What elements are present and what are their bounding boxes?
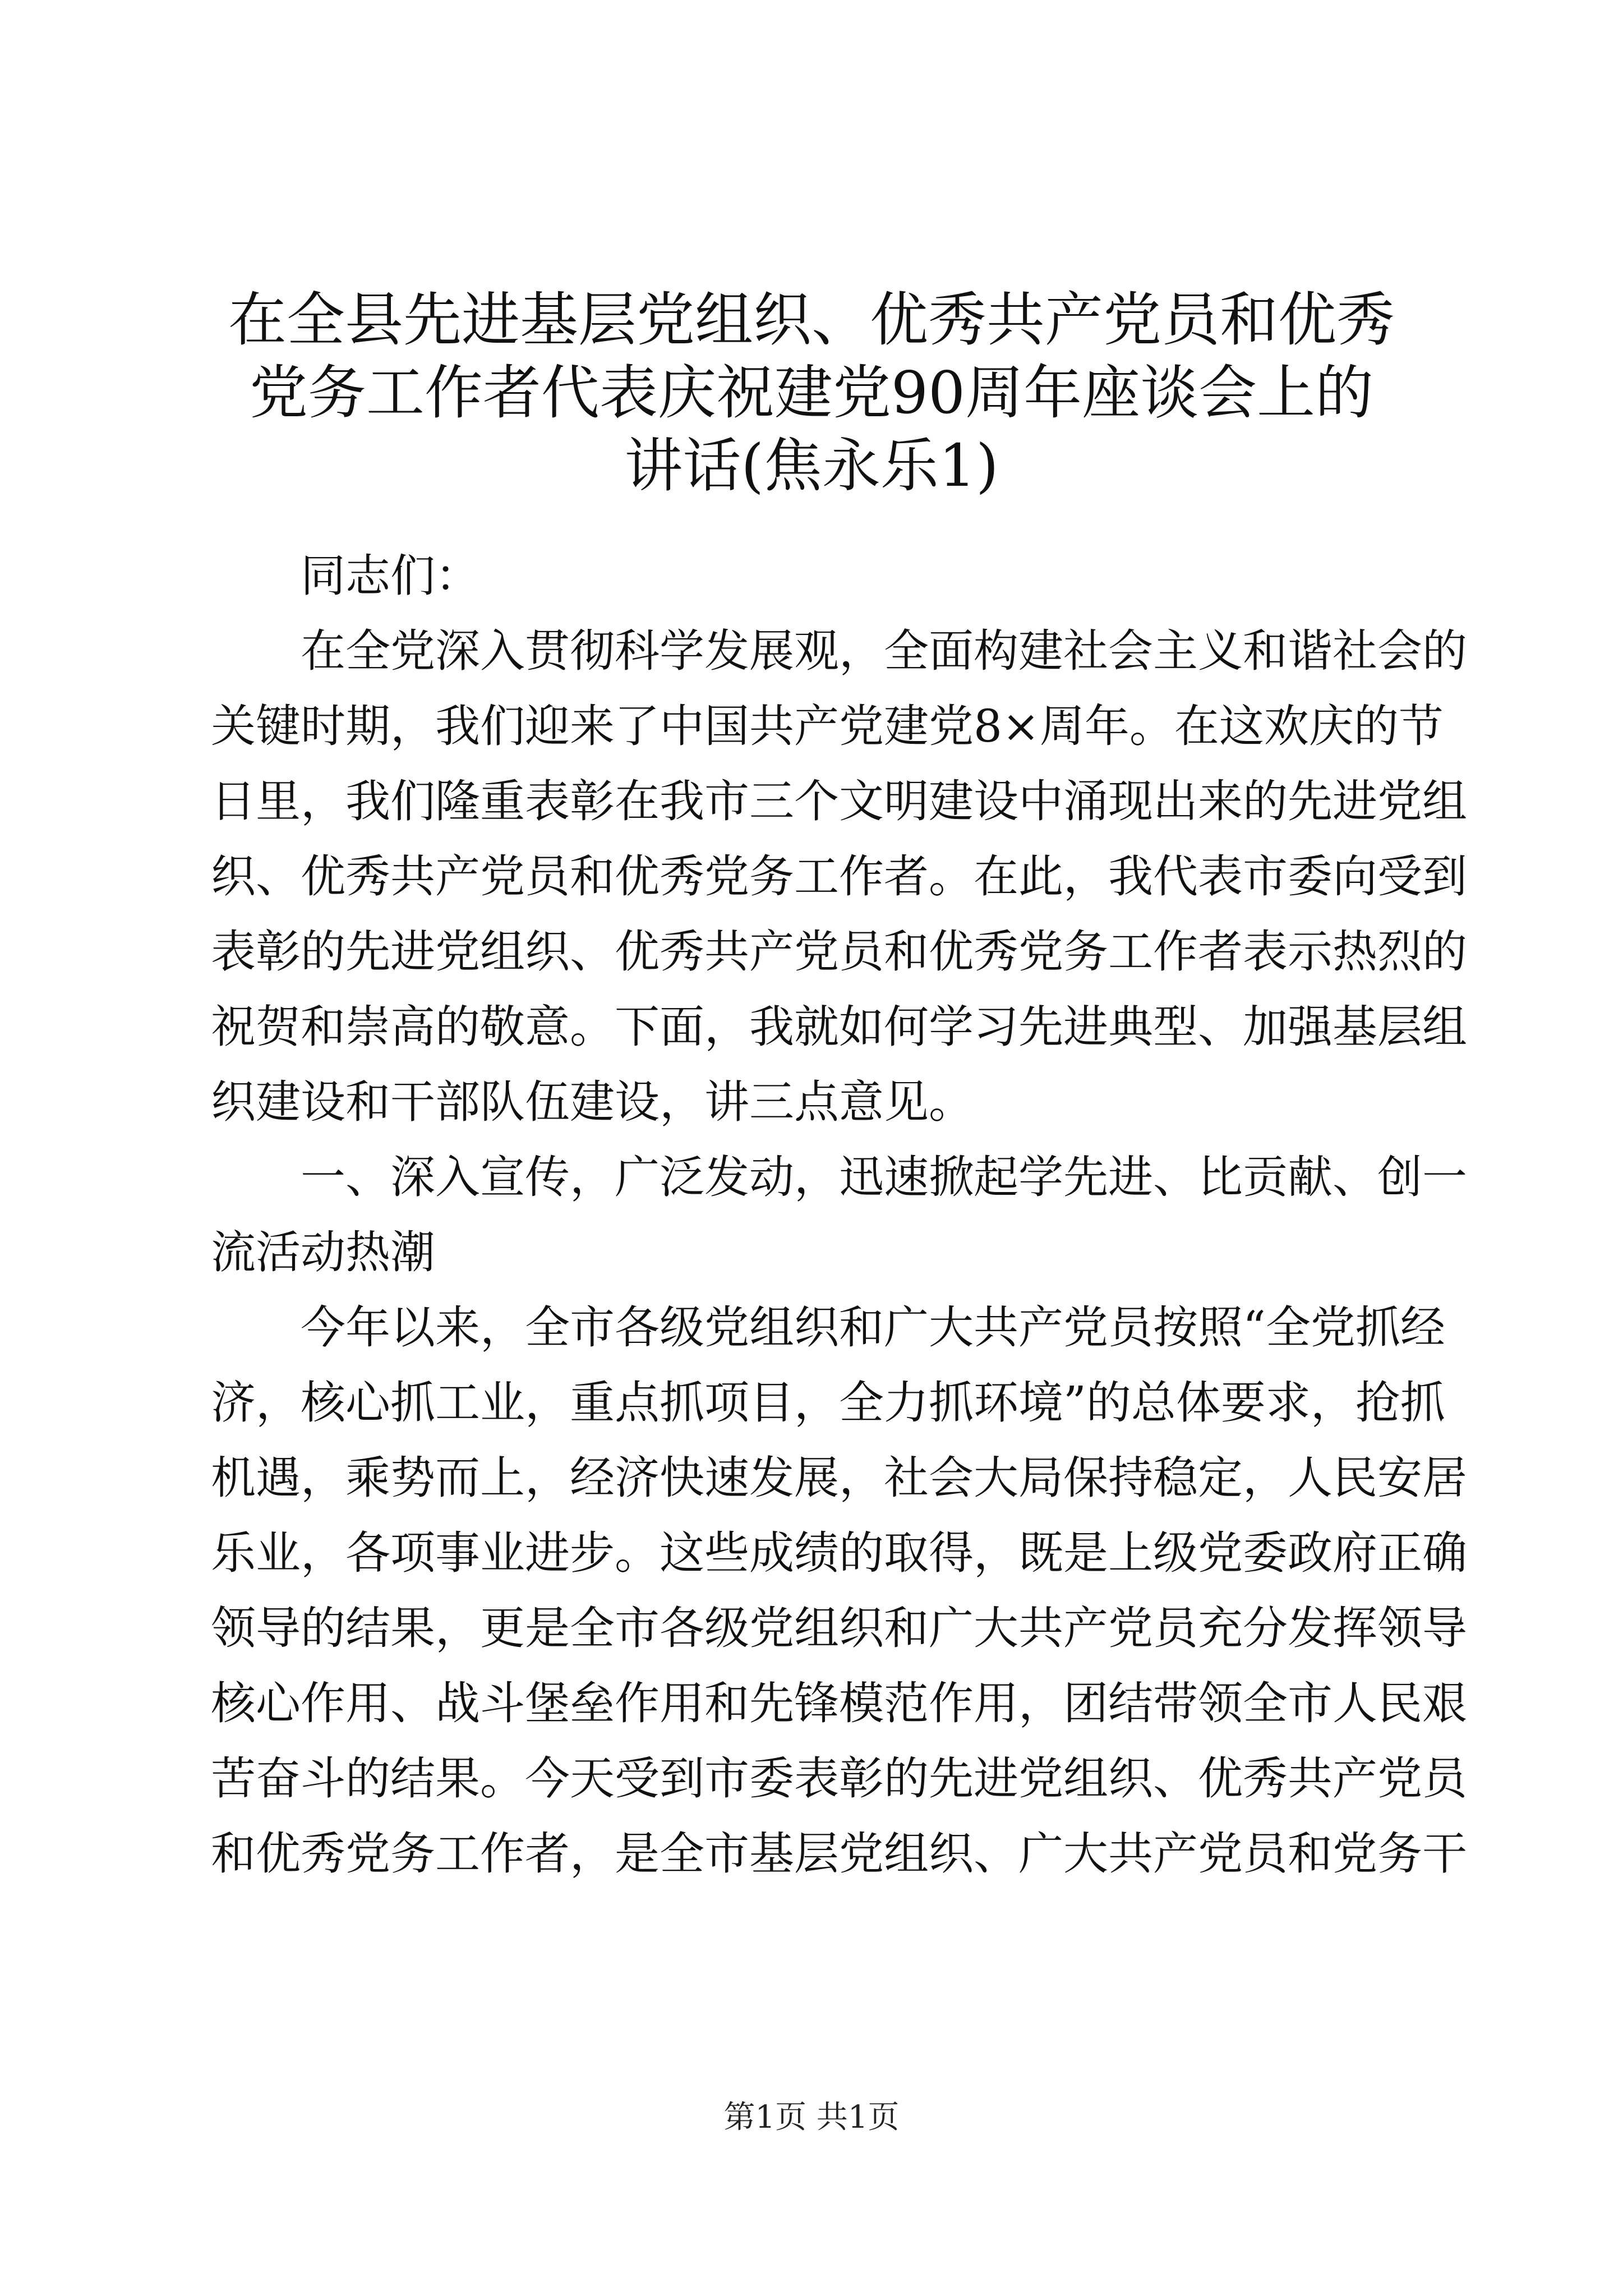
paragraph-line: 关键时期，我们迎来了中国共产党建党8×周年。在这欢庆的节 bbox=[211, 700, 1444, 752]
paragraph-line: 织、优秀共产党员和优秀党务工作者。在此，我代表市委向受到 bbox=[211, 850, 1467, 903]
paragraph-line: 乐业，各项事业进步。这些成绩的取得，既是上级党委政府正确 bbox=[211, 1527, 1467, 1579]
paragraph-line: 济，核心抓工业，重点抓项目，全力抓环境”的总体要求，抢抓 bbox=[211, 1377, 1445, 1429]
paragraph-line: 领导的结果，更是全市各级党组织和广大共产党员充分发挥领导 bbox=[211, 1602, 1467, 1654]
page-footer: 第1页 共1页 bbox=[723, 2099, 900, 2136]
paragraph-line: 流活动热潮 bbox=[211, 1226, 435, 1278]
paragraph-opening bbox=[211, 614, 1467, 1140]
title-line-1: 在全县先进基层党组织、优秀共产党员和优秀 bbox=[228, 286, 1395, 354]
paragraph-achievements bbox=[211, 1290, 1467, 1892]
section-heading-1 bbox=[211, 1140, 1467, 1290]
paragraph-salutation bbox=[211, 539, 1417, 614]
paragraph-line: 同志们： bbox=[301, 550, 480, 602]
paragraph-line: 祝贺和崇高的敬意。下面，我就如何学习先进典型、加强基层组 bbox=[211, 1001, 1467, 1053]
paragraph-line: 在全党深入贯彻科学发展观，全面构建社会主义和谐社会的 bbox=[301, 625, 1467, 677]
paragraph-line: 一、深入宣传，广泛发动，迅速掀起学先进、比贡献、创一 bbox=[301, 1151, 1467, 1203]
paragraph-line: 今年以来，全市各级党组织和广大共产党员按照“全党抓经 bbox=[301, 1301, 1445, 1354]
title-line-2: 党务工作者代表庆祝建党90周年座谈会上的 bbox=[249, 358, 1374, 427]
document-body bbox=[211, 539, 1467, 1892]
title-line-3: 讲话(焦永乐1) bbox=[624, 431, 999, 500]
paragraph-line: 日里，我们隆重表彰在我市三个文明建设中涌现出来的先进党组 bbox=[211, 775, 1467, 827]
paragraph-line: 织建设和干部队伍建设，讲三点意见。 bbox=[211, 1076, 974, 1128]
document-title bbox=[202, 283, 1421, 502]
paragraph-line: 和优秀党务工作者，是全市基层党组织、广大共产党员和党务干 bbox=[211, 1828, 1467, 1880]
paragraph-line: 苦奋斗的结果。今天受到市委表彰的先进党组织、优秀共产党员 bbox=[211, 1752, 1467, 1805]
paragraph-line: 表彰的先进党组织、优秀共产党员和优秀党务工作者表示热烈的 bbox=[211, 926, 1467, 978]
paragraph-line: 机遇，乘势而上，经济快速发展，社会大局保持稳定，人民安居 bbox=[211, 1452, 1467, 1504]
paragraph-line: 核心作用、战斗堡垒作用和先锋模范作用，团结带领全市人民艰 bbox=[211, 1677, 1467, 1729]
